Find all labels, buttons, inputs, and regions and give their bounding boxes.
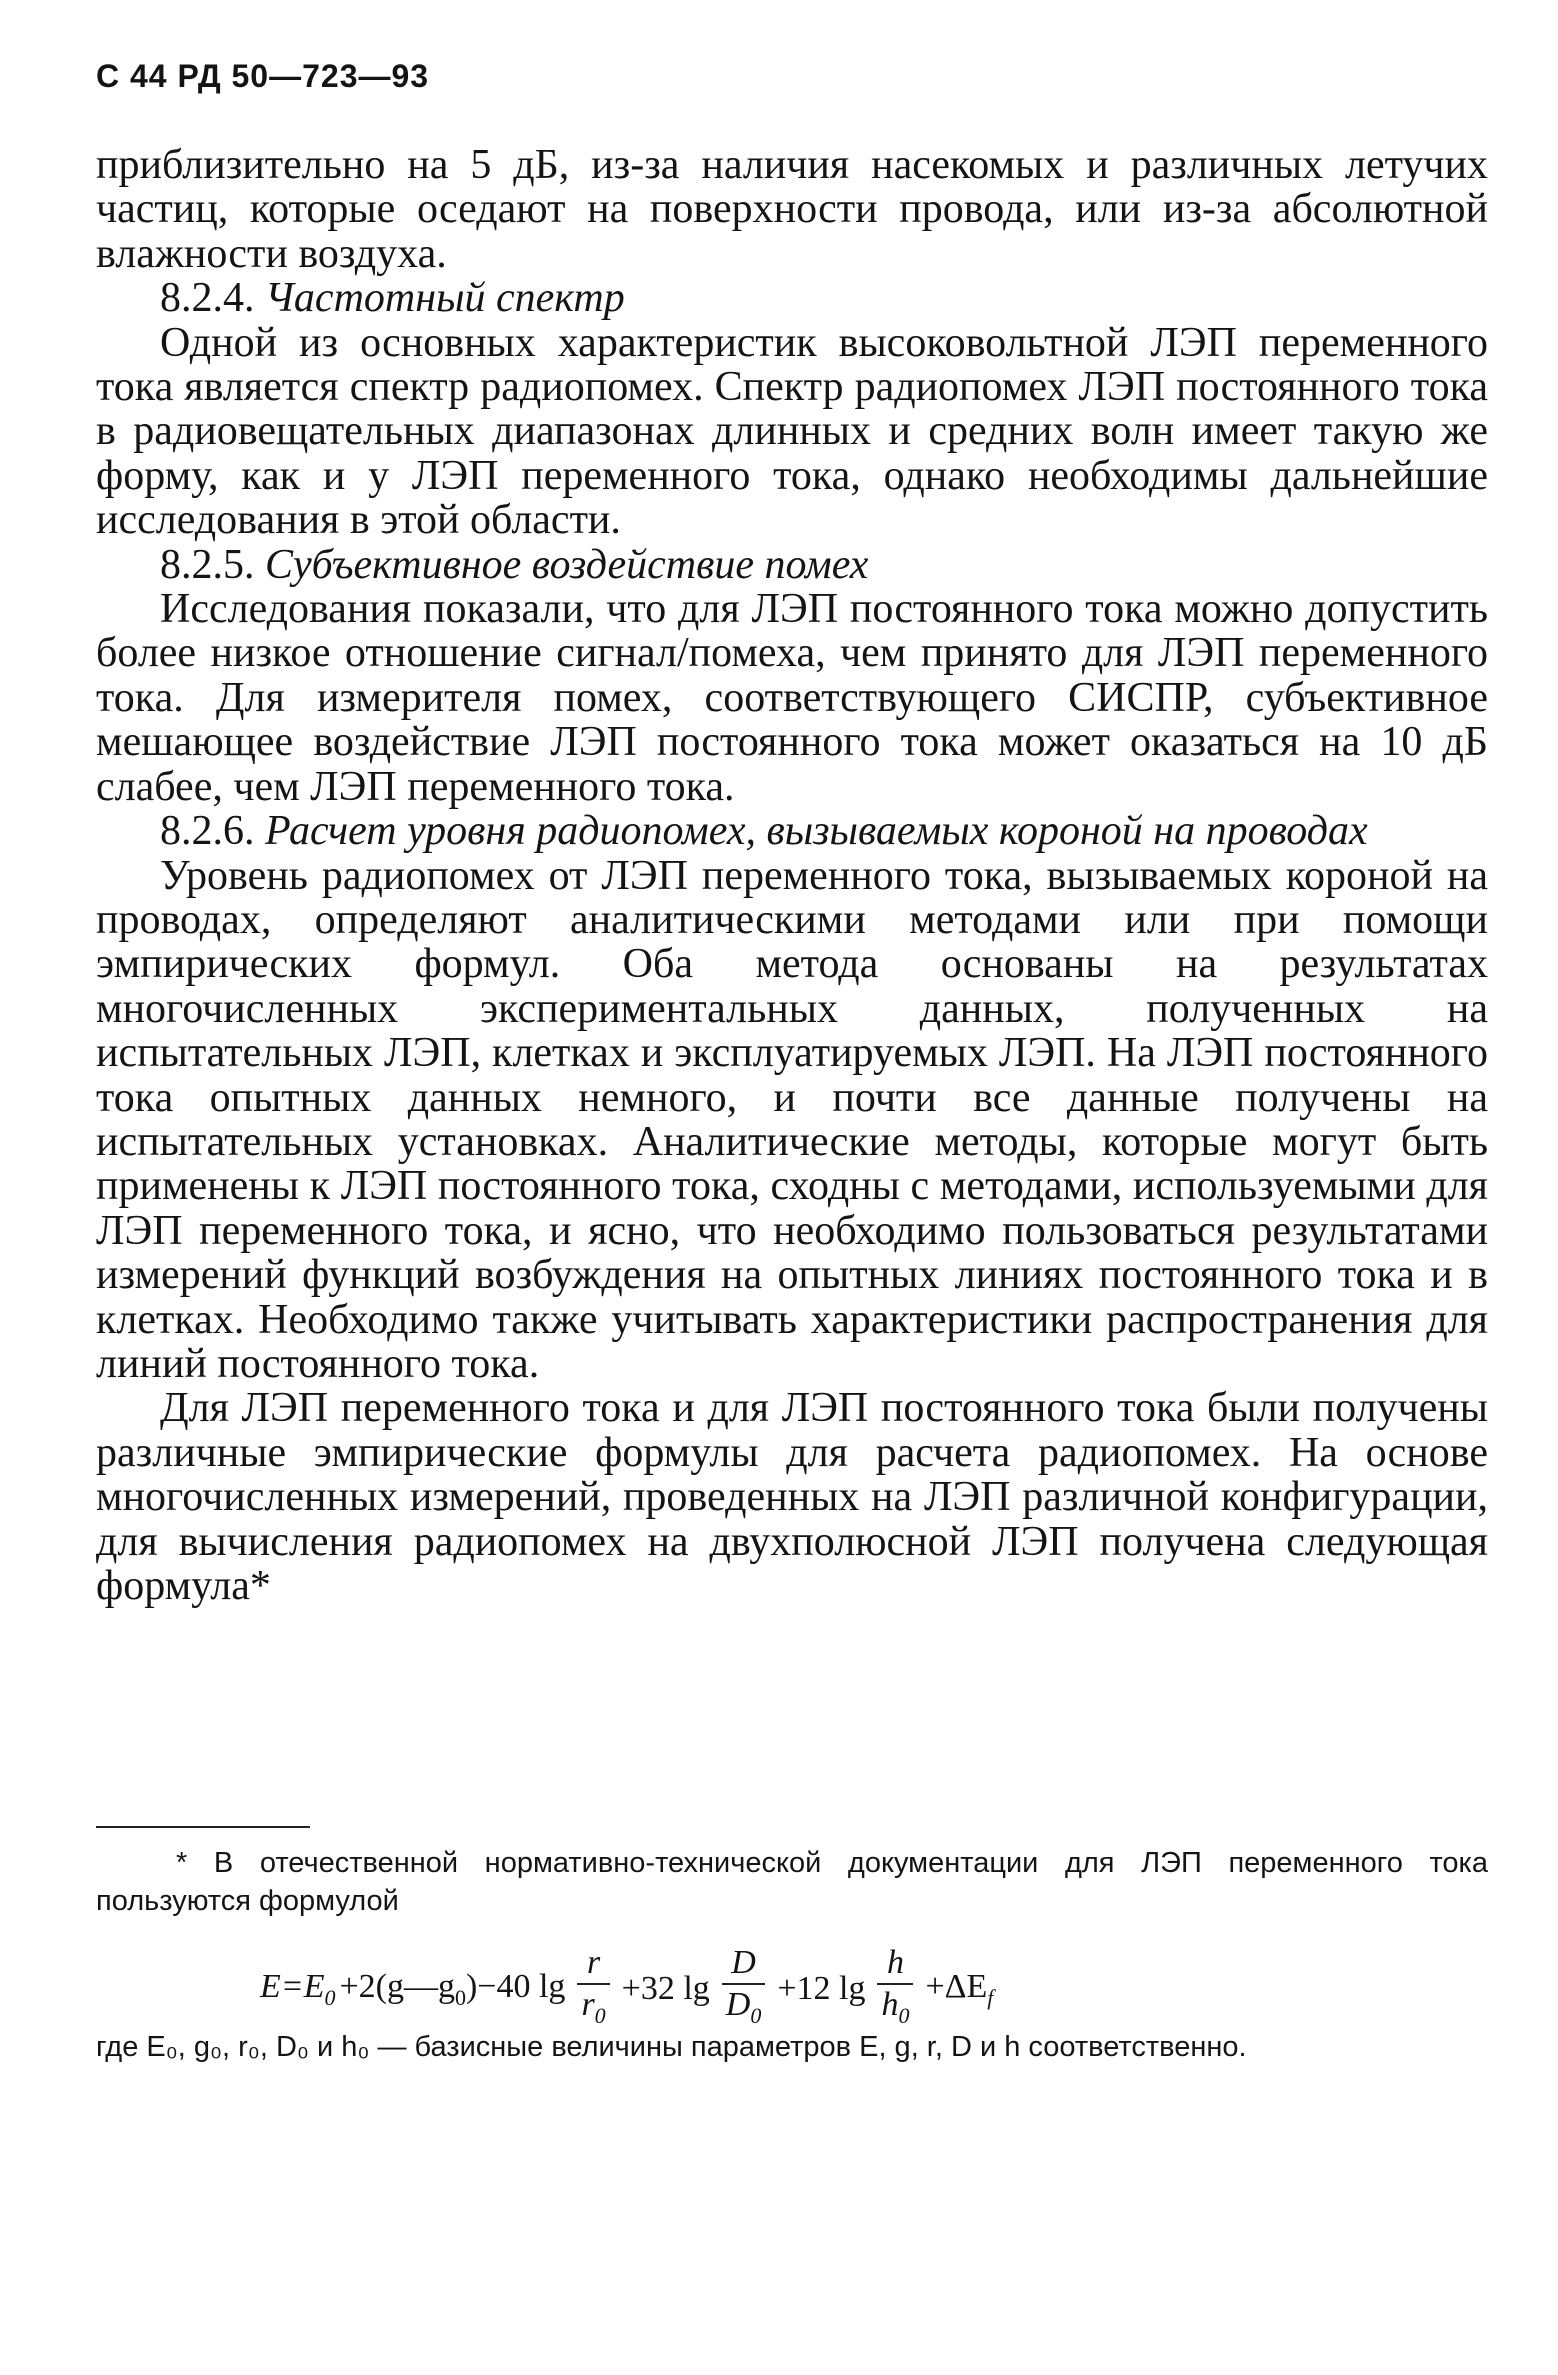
fraction-h: $\frac{h}{h_0}$ [877,1943,913,2036]
section-heading-8-2-6 [96,809,1488,853]
section-title: Расчет уровня радиопомех, вызываемых короной на проводах [265,808,1368,855]
paragraph-continuation: приблизительно на 5 дБ, из-за наличия насекомых и различных летучих частиц, которые оседают на поверхности провода, или из-за абсолютной влажности воздуха. [96,142,1488,277]
paragraph-subjective-effect: Исследования показали, что для ЛЭП постоянного тока можно допустить более низкое отношение сигнал/помеха, чем принято для ЛЭП переменного тока. Для измерителя помех, соответствующего СИСПР, субъективное мешающее воздействие ЛЭП постоянного тока может оказаться на 10 дБ слабее, чем ЛЭП переменного тока. [96,586,1488,810]
section-heading-8-2-4 [96,276,1488,320]
formula-term-g: $+2(g—g_0)-40$ lg [339,1967,566,2010]
paragraph-corona-calculation: Уровень радиопомех от ЛЭП переменного тока, вызываемых короной на проводах, определяют аналитическими методами или при помощи эмпирических формул. Оба метода основаны на результатах многочисленных экспериментальных данных, полученных на испытательных ЛЭП, клетках и эксплуатируемых ЛЭП. На ЛЭП постоянного тока опытных данных немного, и почти все данные получены на испытательных установках. Аналитические методы, которые могут быть применены к ЛЭП постоянного тока, сходны с методами, используемыми для ЛЭП переменного тока, и ясно, что необходимо пользоваться результатами измерений функций возбуждения на опытных линиях постоянного тока и в клетках. Необходимо также учитывать характеристики распространения для линий постоянного тока. [96,852,1488,1387]
paragraph-empirical-formulas: Для ЛЭП переменного тока и для ЛЭП постоянного тока были получены различные эмпирические формулы для расчета радиопомех. На основе многочисленных измерений, проведенных на ЛЭП различной конфигурации, для вычисления радиопомех на двухполюсной ЛЭП получена следующая формула* [96,1385,1488,1609]
section-title: Частотный спектр [265,275,625,322]
footnote-where-text: где E₀, g₀, r₀, D₀ и h₀ — базисные величины параметров E, g, r, D и h соответственно. [96,2031,1247,2063]
formula-term-h: +12 lg [777,1970,866,2007]
formula-term-d: +32 lg [621,1970,710,2007]
page-header: С 44 РД 50—723—93 [96,58,430,94]
formula-term-delta: $+\Delta E_f$ [925,1967,994,2010]
formula-lhs: $E=E_0$ [260,1967,336,2010]
section-number: 8.2.6. [160,808,255,855]
document-body [96,143,1488,1608]
footnote-intro: * В отечественной нормативно-технической документации для ЛЭП переменного тока пользуются формулой [96,1847,1488,1917]
fraction-r: $\frac{r}{r_0}$ [577,1943,609,2036]
section-number: 8.2.5. [160,541,255,588]
section-number: 8.2.4. [160,275,255,322]
footnote-divider [96,1826,310,1828]
footnote [96,1844,1488,1920]
section-title: Субъективное воздействие помех [265,541,869,588]
paragraph-frequency-spectrum: Одной из основных характеристик высоковольтной ЛЭП переменного тока является спектр радиопомех. Спектр радиопомех ЛЭП постоянного тока в радиовещательных диапазонах длинных и средних волн имеет такую же форму, как и у ЛЭП переменного тока, однако необходимы дальнейшие исследования в этой области. [96,319,1488,544]
footnote-where [96,2027,1488,2067]
section-heading-8-2-5 [96,543,1488,587]
fraction-d: $\frac{D}{D_0}$ [722,1943,766,2036]
